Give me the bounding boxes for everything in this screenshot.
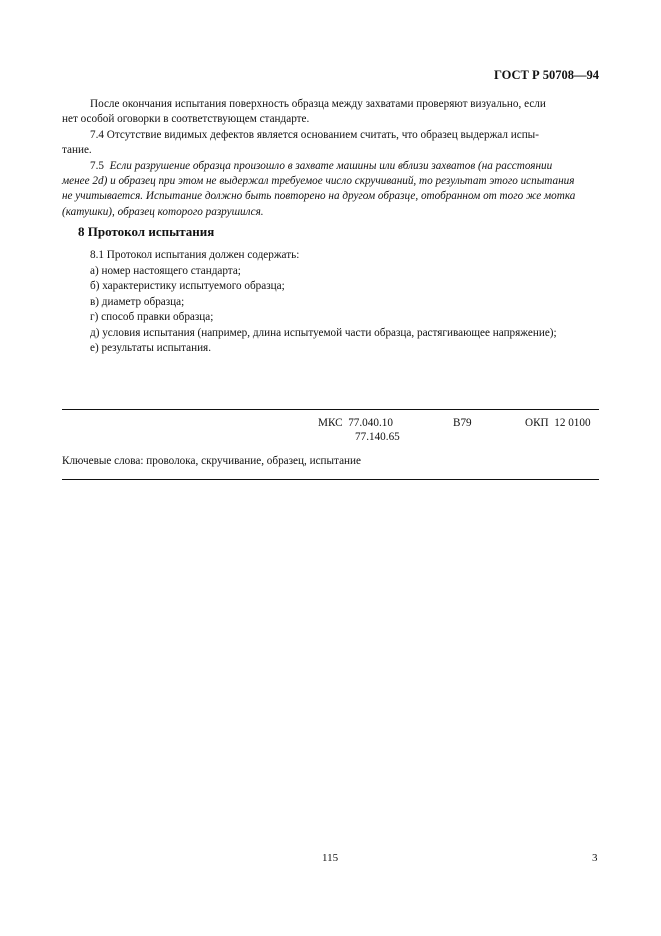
- classification-group: В79: [453, 417, 472, 429]
- paragraph-7-5-line1: [62, 159, 599, 174]
- okp-classification: [525, 416, 591, 430]
- paragraph-7-5-line2: менее 2d) и образец при этом не выдержал требуемое число скручиваний, то результат этого испытания: [62, 175, 575, 188]
- paragraph-visual-check-line2: нет особой оговорки в соответствующем стандарте.: [62, 113, 310, 126]
- section-8-title: 8 Протокол испытания: [78, 224, 215, 239]
- body-text: [62, 97, 599, 220]
- paragraph-7-5-text: Если разрушение образца произошло в захвате машины или вблизи захватов (на расстоянии: [109, 159, 553, 172]
- mks-code-2: 77.140.65: [355, 431, 400, 443]
- mks-classification: [318, 416, 400, 444]
- list-item: б) характеристику испытуемого образца;: [90, 280, 285, 292]
- book-page-number: 115: [322, 852, 339, 864]
- paragraph-7-4-line2: тание.: [62, 144, 92, 157]
- keywords-line: Ключевые слова: проволока, скручивание, образец, испытание: [62, 455, 361, 467]
- document-id-header: ГОСТ Р 50708—94: [493, 68, 599, 82]
- list-item: а) номер настоящего стандарта;: [90, 264, 241, 277]
- list-item: в) диаметр образца;: [90, 295, 185, 308]
- okp-label: ОКП: [525, 417, 549, 429]
- document-page-number: 3: [592, 852, 598, 864]
- okp-code: 12 0100: [554, 417, 591, 429]
- divider-bottom: [62, 479, 599, 480]
- paragraph-7-5-line4: (катушки), образец которого разрушился.: [62, 205, 264, 218]
- mks-label: МКС: [318, 417, 343, 429]
- paragraph-7-4-line1: 7.4 Отсутствие видимых дефектов является основанием считать, что образец выдержал испы-: [90, 128, 539, 141]
- protocol-contents-list: [90, 248, 610, 357]
- list-item: д) условия испытания (например, длина испытуемой части образца, растягивающее напряжение);: [90, 326, 557, 339]
- list-item: е) результаты испытания.: [90, 342, 211, 354]
- clause-number-7-5: 7.5: [90, 159, 104, 172]
- protocol-intro: 8.1 Протокол испытания должен содержать:: [90, 249, 300, 261]
- divider-top: [62, 409, 599, 410]
- paragraph-7-5-line3: не учитывается. Испытание должно быть повторено на другом образце, отобранном от того же мотка: [62, 190, 576, 203]
- list-item: г) способ правки образца;: [90, 311, 214, 323]
- paragraph-visual-check-line1: После окончания испытания поверхность образца между захватами проверяют визуально, если: [90, 98, 546, 110]
- mks-code-1: 77.040.10: [348, 417, 393, 429]
